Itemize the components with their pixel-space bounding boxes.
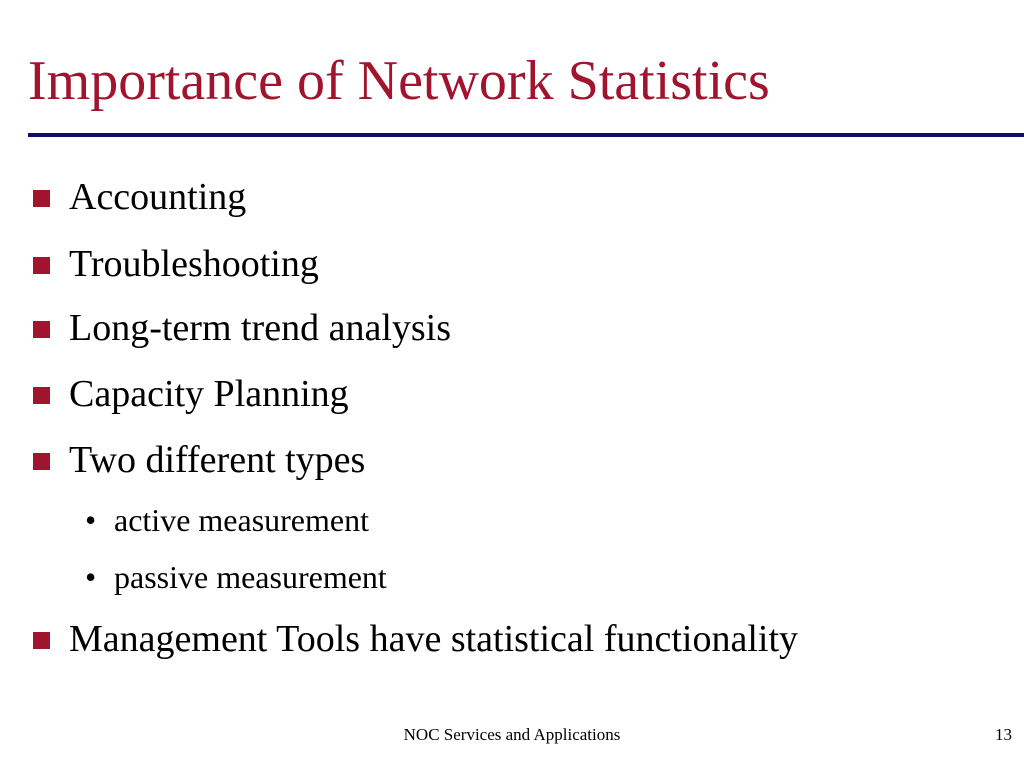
square-bullet-icon	[33, 257, 50, 274]
bullet-text: Long-term trend analysis	[69, 307, 452, 349]
slide-title: Importance of Network Statistics	[28, 50, 770, 112]
bullet-text: Management Tools have statistical functionality	[69, 618, 799, 660]
sub-bullet-text: passive measurement	[114, 559, 387, 595]
footer-title: NOC Services and Applications	[403, 725, 621, 744]
page-number: 13	[995, 725, 1012, 744]
bullet-text: Two different types	[69, 439, 366, 481]
sub-bullet-text: active measurement	[114, 502, 369, 538]
square-bullet-icon	[33, 321, 50, 338]
dot-bullet-icon: •	[85, 502, 97, 538]
bullet-text: Troubleshooting	[69, 243, 319, 285]
square-bullet-icon	[33, 190, 50, 207]
square-bullet-icon	[33, 453, 50, 470]
bullet-text: Capacity Planning	[69, 373, 349, 415]
square-bullet-icon	[33, 387, 50, 404]
dot-bullet-icon: •	[85, 559, 97, 595]
square-bullet-icon	[33, 632, 50, 649]
bullet-text: Accounting	[69, 176, 247, 218]
